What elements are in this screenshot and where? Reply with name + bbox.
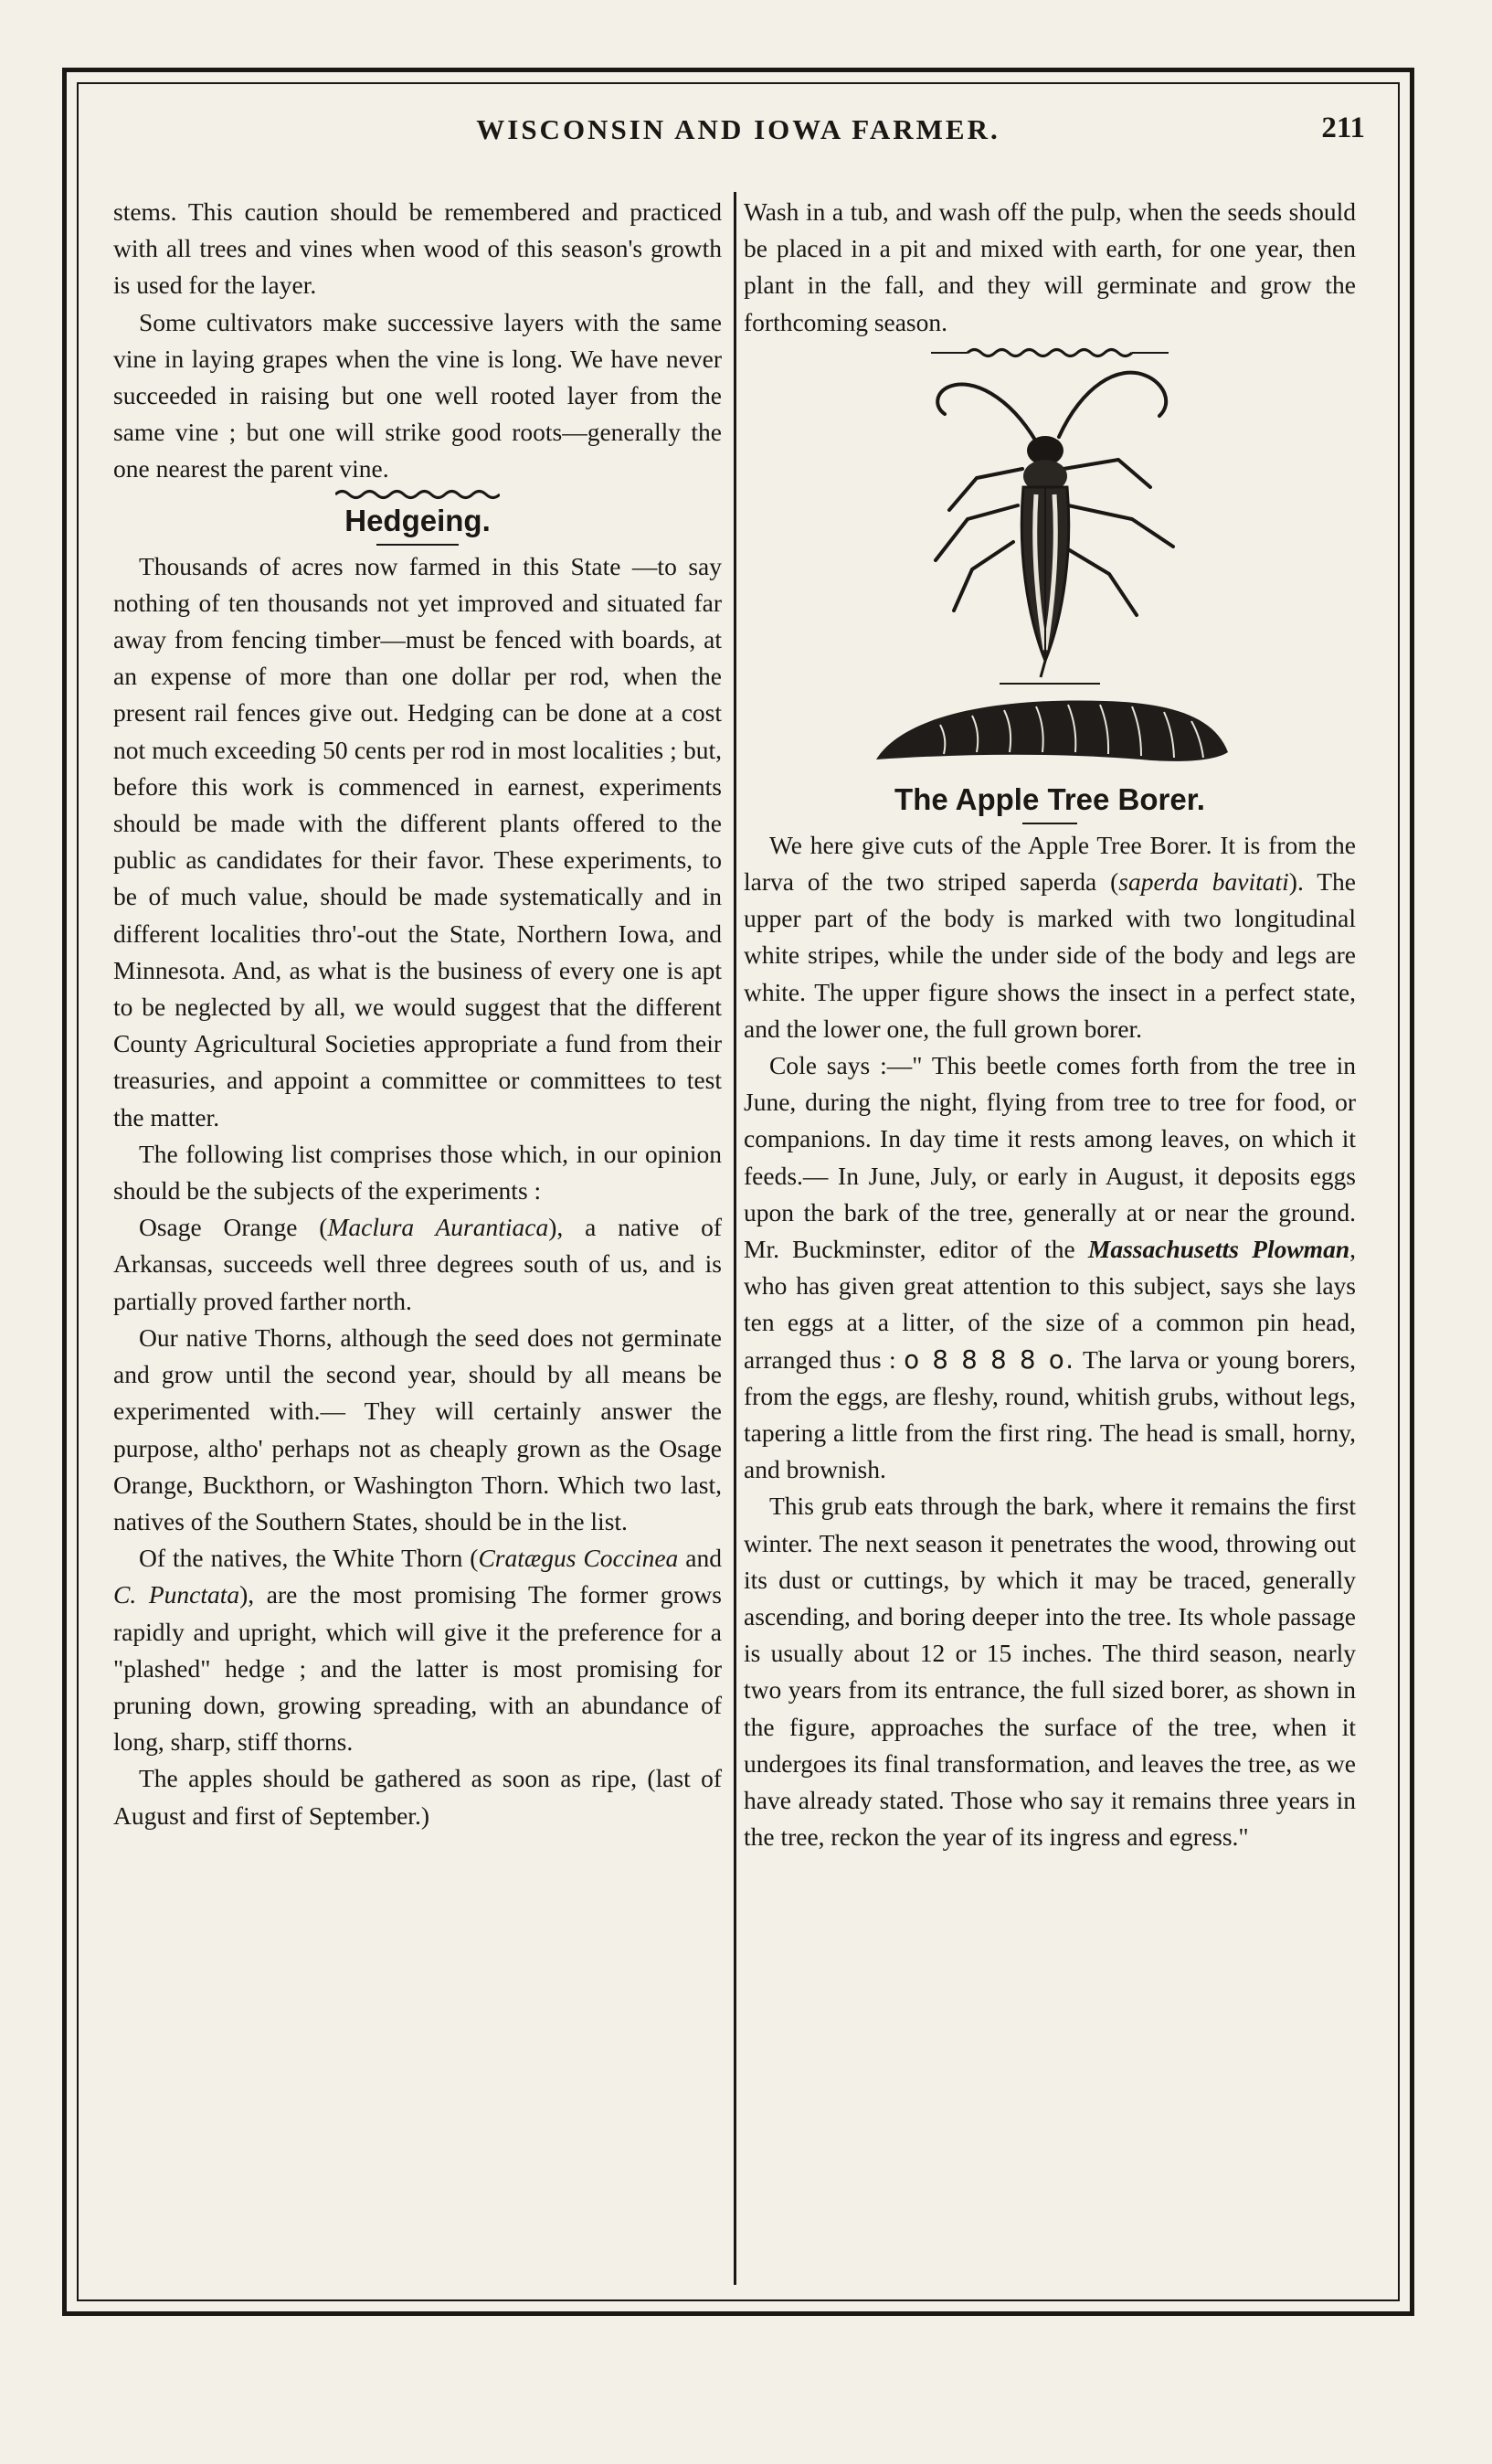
paragraph-following-list: The following list comprises those which, in our opinion should be the subjects of the experiments :: [113, 1139, 722, 1205]
paragraph-thousands-of-acres: Thousands of acres now farmed in this State —to say nothing of ten thousands not yet improved and situated far away from fencing timber—must be fenced with boards, at an expense of more than one dollar per rod, when the present rail fences give out. Hedging can be done at a cost not much exceeding 50 cents per rod in most localities ; but, before this work is commenced in earnest, experiments should be made with the different plants offered to the public as candidates for their favor. These experiments, to be of much value, should be made systematically and in different localities thro'-out the State, Northern Iowa, and Minnesota. And, as what is the business of every one is apt to be neglected by all, we would suggest that the different County Agricultural Societies appropriate a fund from their treasuries, and appoint a committee or committees to test the matter.: [113, 551, 722, 1131]
paragraph-grub-eats: This grub eats through the bark, where it remains the first winter. The next season it penetrates the wood, throwing out its dust or cuttings, by which it may be traced, generally ascending, and boring deeper into the tree. Its whole passage is usually about 12 or 15 inches. The third season, nearly two years from its entrance, the full sized borer, as shown in the figure, approaches the surface of the tree, when it undergoes its final transformation, and leaves the tree, as we have already stated. Those who say it remains three years in the tree, reckon the year of its ingress and egress.": [744, 1492, 1356, 1852]
paragraph-cuts-of-borer: We here give cuts of the Apple Tree Borer. It is from the larva of the two striped saperda (saperda bavitati). The upper part of the body is marked with two longitudinal white stripes, while the under side of the body and legs are white. The upper figure shows the insect in a perfect state, and the lower one, the full grown borer.: [744, 830, 1356, 1043]
paragraph-cole-says: Cole says :—" This beetle comes forth from the tree in June, during the night, flying from tree to tree for food, or companions. In day time it rests among leaves, on which it feeds.— In June, July, or early in August, it deposits eggs upon the bark of the tree, generally at or near the ground. Mr. Buckminster, editor of the Massachusetts Plowman, who has given great attention to this subject, says she lays ten eggs at a litter, of the size of a common pin head, arranged thus : o 8 8 8 8 o. The larva or young borers, from the eggs, are fleshy, round, whitish grubs, without legs, tapering a little from the first ring. The head is small, horny, and brownish.: [744, 1051, 1356, 1484]
latin-name-saperda: saperda bavitati: [1118, 867, 1289, 897]
short-rule: [1022, 820, 1077, 827]
egg-arrangement: o 8 8 8 8 o.: [904, 1344, 1075, 1375]
wavy-rule-ornament: [335, 488, 500, 501]
short-rule: [1000, 679, 1100, 688]
paragraph-layers: Some cultivators make successive layers with the same vine in laying grapes when the vine is long. We have never succeeded in raising but one well rooted layer from the same vine ; but one will strike good roots—generally the one nearest the parent vine.: [113, 307, 722, 483]
beetle-illustration: [899, 359, 1201, 679]
larva-illustration: [867, 688, 1233, 780]
latin-name-punctata: C. Punctata: [113, 1580, 240, 1609]
short-rule: [376, 541, 459, 548]
heading-hedgeing: Hedgeing.: [344, 503, 491, 537]
paragraph-native-thorns: Our native Thorns, although the seed does not germinate and grow until the second year, should by all means be experimented with.— They will certainly answer the purpose, altho' perhaps not as cheaply grown as the Osage Orange, Buckthorn, or Washington Thorn. Which two last, natives of the Southern States, should be in the list.: [113, 1322, 722, 1535]
paragraph-wash-in-tub: Wash in a tub, and wash off the pulp, when the seeds should be placed in a pit and mixed with earth, for one year, then plant in the fall, and they will germinate and grow the forthcoming season.: [744, 197, 1356, 336]
latin-name-maclura: Maclura Aurantiaca: [327, 1213, 549, 1242]
heading-apple-tree-borer: The Apple Tree Borer.: [894, 781, 1205, 816]
paragraph-white-thorn: Of the natives, the White Thorn (Cratægus Coccinea and C. Punctata), are the most promising The former grows rapidly and upright, which will give it the preference for a "plashed" hedge ; and the latter is most promising for pruning down, growing spreading, with an abundance of long, sharp, stiff thorns.: [113, 1544, 722, 1757]
left-column: [113, 194, 722, 1834]
paragraph-continuation: stems. This caution should be remembered and practiced with all trees and vines when wood of this season's growth is used for the layer.: [113, 197, 722, 300]
paragraph-osage-orange: Osage Orange (Maclura Aurantiaca), a native of Arkansas, succeeds well three degrees south of us, and is partially proved farther north.: [113, 1213, 723, 1315]
publication-title: Massachusetts Plowman: [1087, 1235, 1350, 1264]
latin-name-crataegus: Cratægus Coccinea: [478, 1544, 679, 1573]
paragraph-apples-gathered: The apples should be gathered as soon as ripe, (last of August and first of September.): [113, 1764, 722, 1830]
page-number: 211: [1321, 112, 1365, 144]
right-column: [744, 194, 1356, 1856]
running-head: [77, 108, 1400, 154]
column-divider: [734, 192, 736, 2285]
wavy-rule-ornament: [931, 346, 1169, 359]
running-title: WISCONSIN AND IOWA FARMER.: [476, 113, 1000, 145]
